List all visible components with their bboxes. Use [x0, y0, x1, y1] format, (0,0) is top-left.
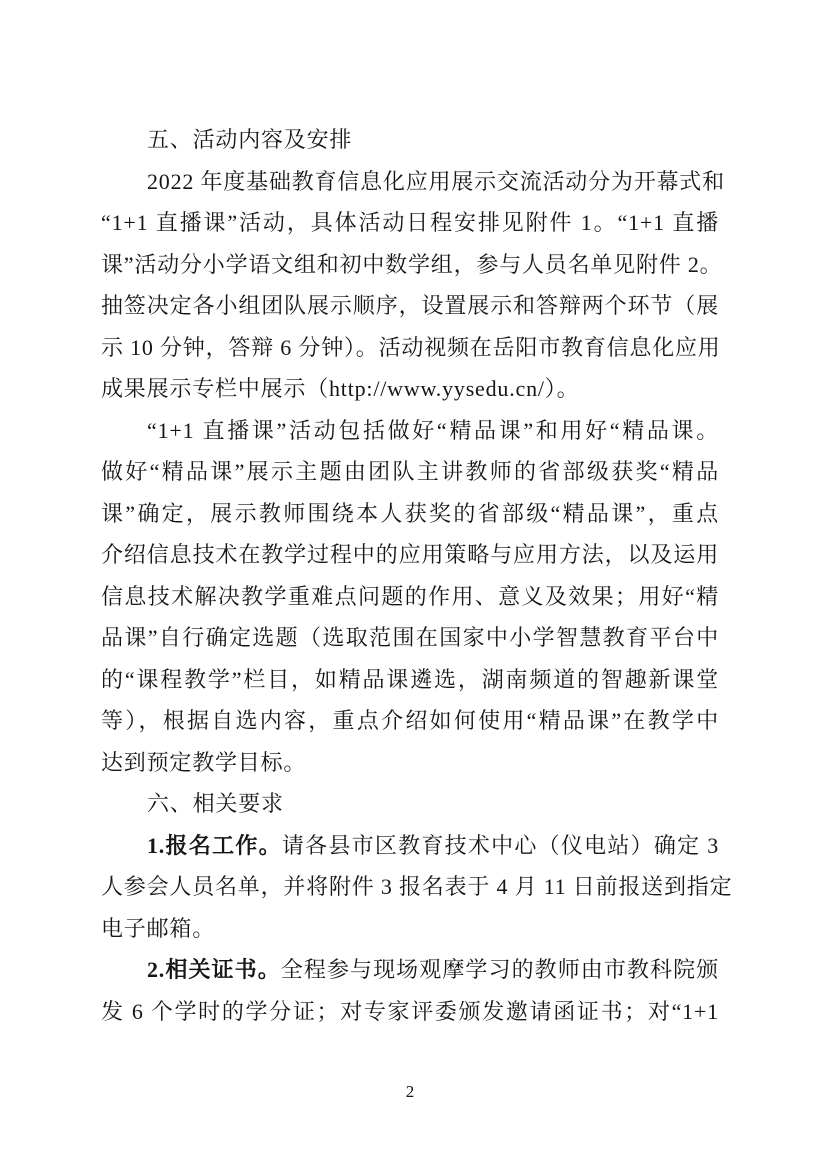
text-line: 2022 年度基础教育信息化应用展示交流活动分为开幕式和: [147, 168, 725, 194]
text-line: [101, 949, 719, 991]
text-line: 发 6 个学时的学分证；对专家评委颁发邀请函证书；对“1+1: [101, 998, 719, 1024]
text-line: “1+1 直播课”活动包括做好“精品课”和用好“精品课。: [147, 417, 719, 443]
text-line: 品课”自行确定选题（选取范围在国家中小学智慧教育平台中: [101, 625, 719, 650]
text-line: 介绍信息技术在教学过程中的应用策略与应用方法，以及运用: [101, 542, 719, 567]
text-line: 做好“精品课”展示主题由团队主讲教师的省部级获奖“精品: [101, 459, 719, 484]
text-line: 人参会人员名单，并将附件 3 报名表于 4 月 11 日前报送到指定: [101, 874, 733, 899]
text-line: 课”确定，展示教师围绕本人获奖的省部级“精品课”，重点: [101, 500, 719, 526]
item-text-registration: 请各县市区教育技术中心（仪电站）确定 3: [281, 832, 719, 858]
text-line: 示 10 分钟，答辩 6 分钟）。活动视频在岳阳市教育信息化应用: [101, 334, 721, 360]
item-label-registration: 1.报名工作。: [147, 832, 282, 858]
document-body: [101, 119, 733, 1032]
text-line: [101, 825, 719, 867]
text-line-with-url: 成果展示专栏中展示（http://www.yysedu.cn/）。: [101, 376, 580, 401]
item-label-certificates: 2.相关证书。: [147, 957, 281, 982]
text-line: 等），根据自选内容，重点介绍如何使用“精品课”在教学中: [101, 708, 719, 733]
text-line: 的“课程教学”栏目，如精品课遴选，湖南频道的智趣新课堂: [101, 666, 719, 692]
item-text-certificates: 全程参与现场观摩学习的教师由市教科院颁: [280, 957, 719, 982]
text-line: 抽签决定各小组团队展示顺序，设置展示和答辩两个环节（展: [101, 293, 719, 318]
text-line: 达到预定教学目标。: [101, 749, 307, 775]
page-number: 2: [405, 1082, 415, 1101]
text-line: “1+1 直播课”活动，具体活动日程安排见附件 1。“1+1 直播: [101, 210, 719, 235]
section-heading-activities: 五、活动内容及安排: [147, 127, 353, 152]
text-line: 信息技术解决教学重难点问题的作用、意义及效果；用好“精: [101, 583, 719, 609]
section-heading-requirements: 六、相关要求: [147, 791, 284, 816]
text-line: 电子邮箱。: [101, 915, 216, 941]
text-line: 课”活动分小学语文组和初中数学组，参与人员名单见附件 2。: [101, 251, 723, 277]
